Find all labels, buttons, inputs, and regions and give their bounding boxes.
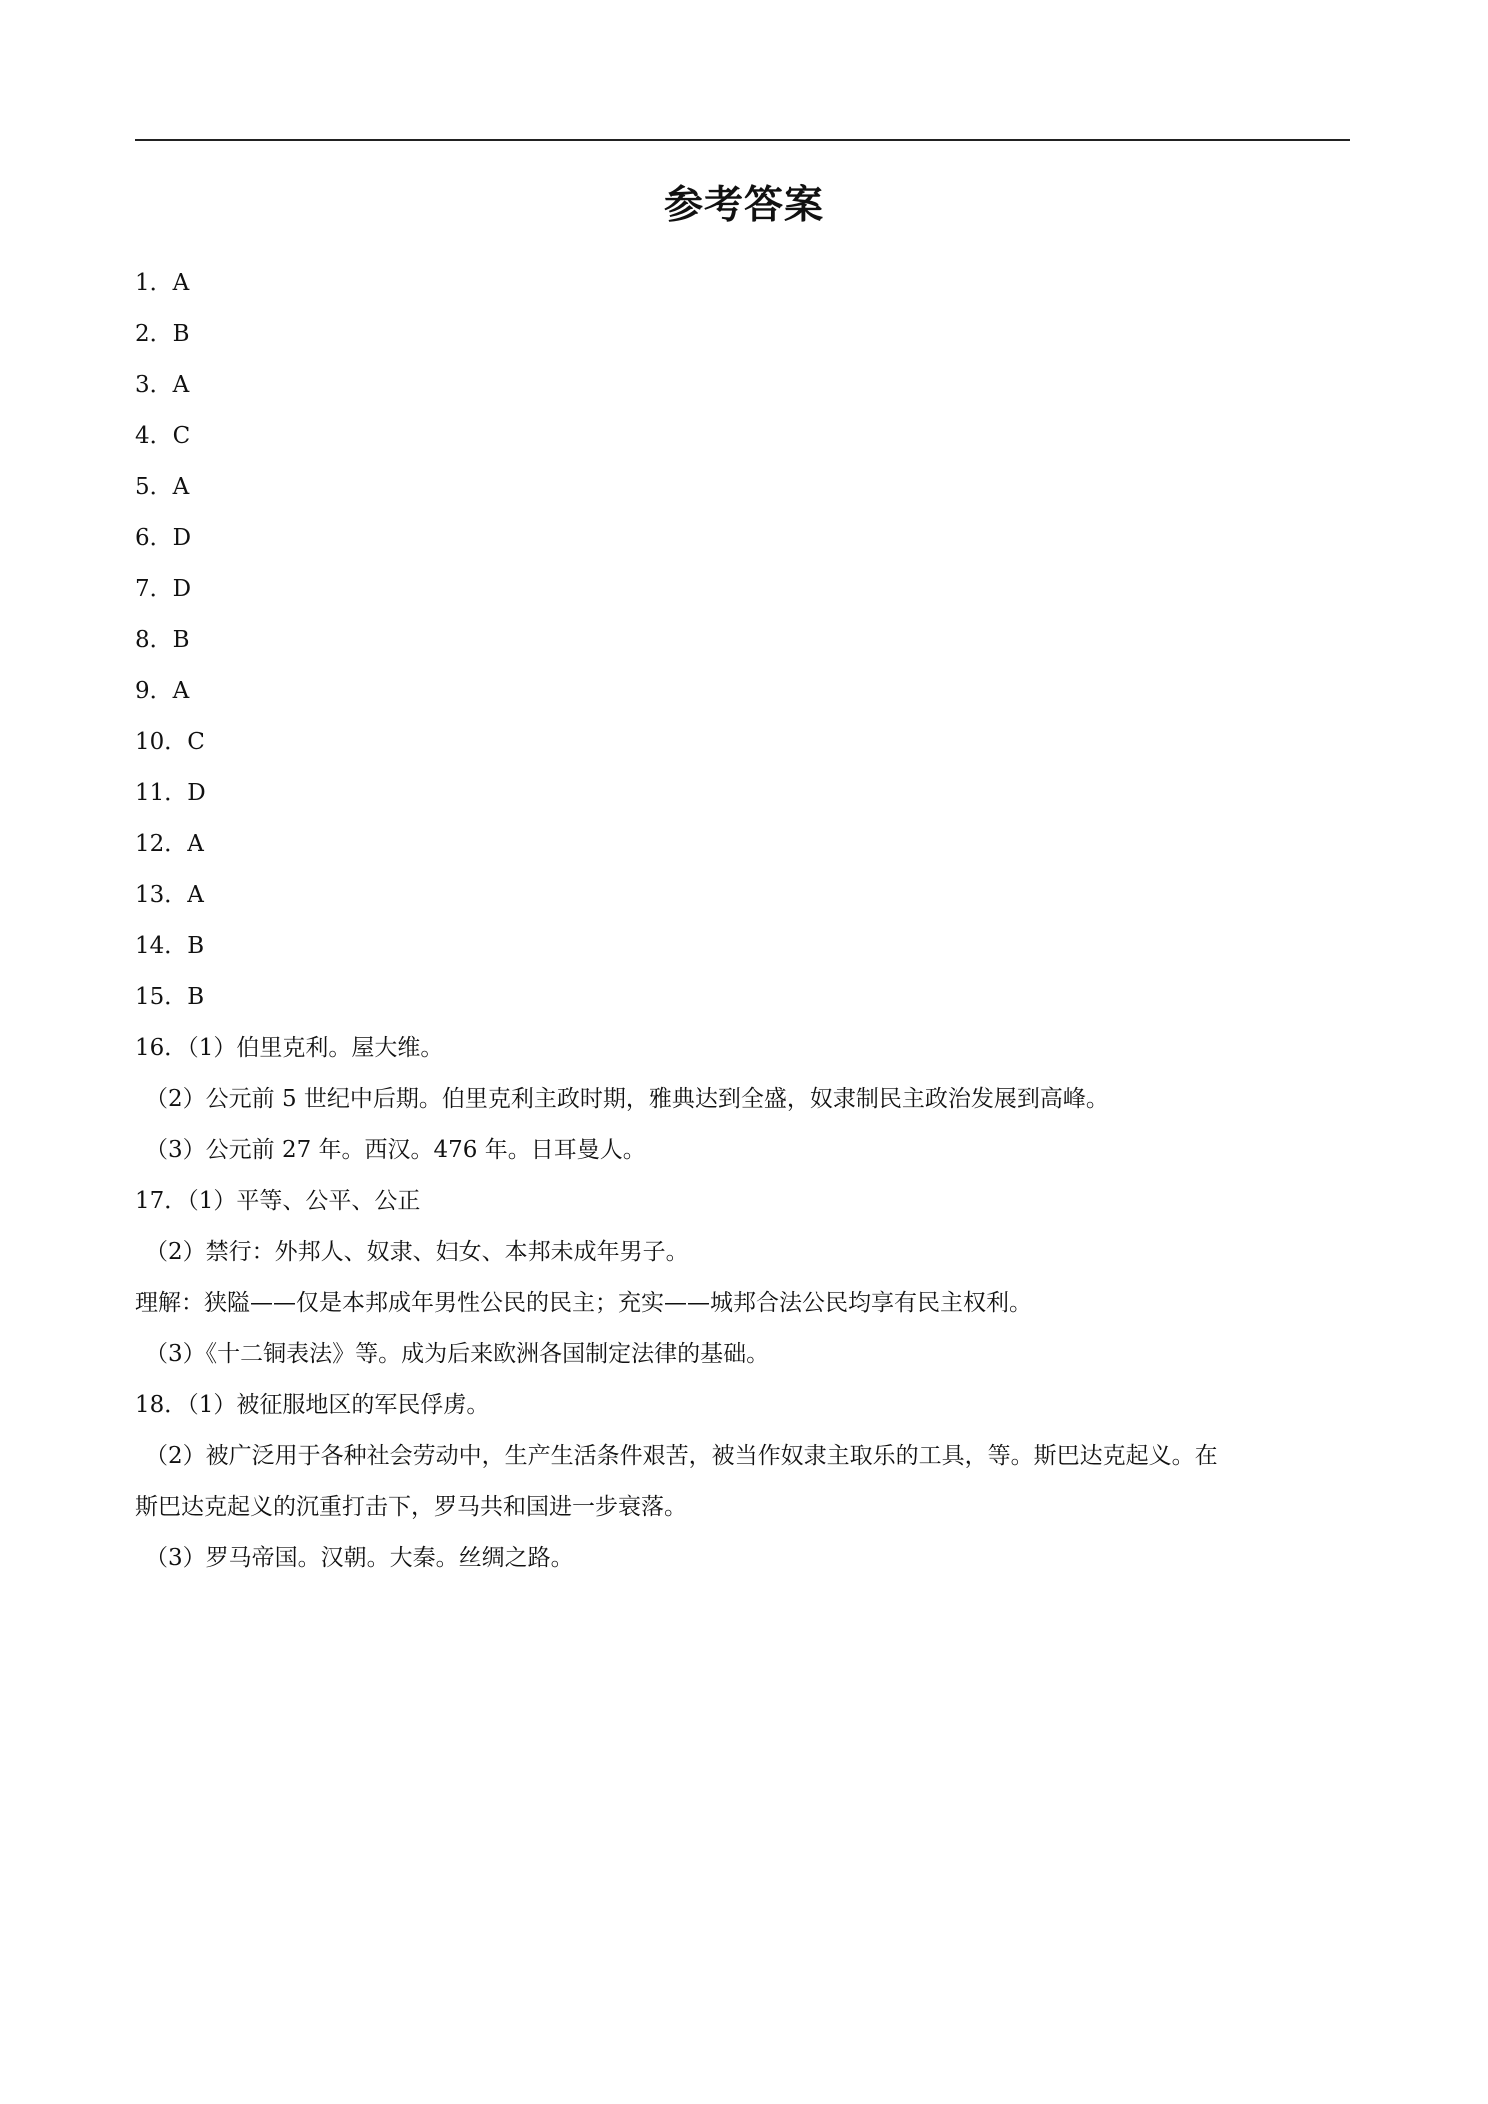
answer-line: 6．D — [135, 525, 192, 551]
answer-line: 1．A — [135, 270, 190, 296]
answer-line: 12．A — [135, 831, 204, 857]
answer-line: 16．（1）伯里克利。屋大维。 — [135, 1035, 444, 1061]
answer-line: 3．A — [135, 372, 190, 398]
answer-line: 2．B — [135, 321, 190, 347]
answer-line: 10．C — [135, 729, 205, 755]
answer-explanation: 理解：狭隘——仅是本邦成年男性公民的民主；充实——城邦合法公民均享有民主权利。 — [135, 1290, 1032, 1316]
answer-line: 9．A — [135, 678, 190, 704]
answer-line: 8．B — [135, 627, 190, 653]
header-divider — [135, 139, 1350, 141]
answer-subpart: （3）公元前 27 年。西汉。476 年。日耳曼人。 — [145, 1137, 646, 1163]
page-title: 参考答案 — [663, 183, 824, 228]
answer-continuation: 斯巴达克起义的沉重打击下，罗马共和国进一步衰落。 — [135, 1494, 687, 1520]
answer-line: 14．B — [135, 933, 205, 959]
answer-line: 15．B — [135, 984, 205, 1010]
answer-line: 18．（1）被征服地区的军民俘虏。 — [135, 1392, 490, 1418]
answer-line: 13．A — [135, 882, 204, 908]
answer-line: 11．D — [135, 780, 206, 806]
answer-list — [135, 258, 1355, 1584]
answer-subpart: （2）被广泛用于各种社会劳动中，生产生活条件艰苦，被当作奴隶主取乐的工具，等。斯巴达克起义。在 — [145, 1443, 1218, 1469]
answer-subpart: （3）罗马帝国。汉朝。大秦。丝绸之路。 — [145, 1545, 574, 1571]
answer-line: 4．C — [135, 423, 191, 449]
answer-line: 17．（1）平等、公平、公正 — [135, 1188, 421, 1214]
answer-subpart: （3）《十二铜表法》等。成为后来欧洲各国制定法律的基础。 — [145, 1341, 770, 1367]
answer-subpart: （2）公元前 5 世纪中后期。伯里克利主政时期，雅典达到全盛，奴隶制民主政治发展到高峰。 — [145, 1086, 1109, 1112]
answer-subpart: （2）禁行：外邦人、奴隶、妇女、本邦未成年男子。 — [145, 1239, 689, 1265]
answer-line: 5．A — [135, 474, 190, 500]
answer-line: 7．D — [135, 576, 192, 602]
